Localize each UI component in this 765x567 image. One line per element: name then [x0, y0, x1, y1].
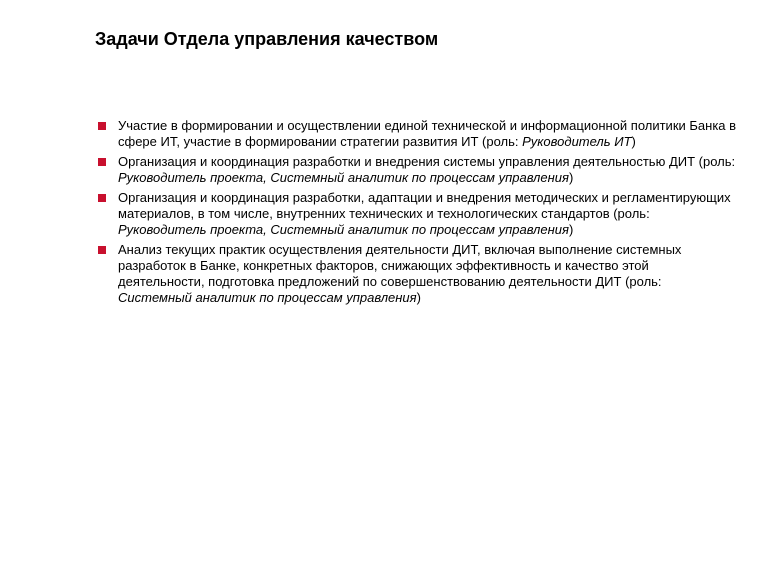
task-tail: ): [568, 170, 574, 185]
list-item: [98, 242, 738, 306]
square-bullet-icon: [98, 122, 106, 130]
task-text: Анализ текущих практик осуществления деятельности ДИТ, включая выполнение системных разработок в Банке, конкретных факторов, снижающих эффективность и качество этой деятельности, подготовка предложений по совершенствованию деятельности ДИТ (роль:: [118, 242, 682, 289]
list-item: [98, 118, 738, 150]
task-role: Системный аналитик по процессам управления: [118, 290, 417, 305]
task-list: [98, 118, 738, 310]
square-bullet-icon: [98, 246, 106, 254]
square-bullet-icon: [98, 194, 106, 202]
task-text: Участие в формировании и осуществлении единой технической и информационной политики Банка в сфере ИТ, участие в формировании стратегии развития ИТ (роль:: [118, 118, 737, 149]
task-role: Руководитель проекта, Системный аналитик по процессам управления: [118, 222, 569, 237]
list-item: [98, 154, 738, 186]
task-text: Организация и координация разработки, адаптации и внедрения методических и регламентирующих материалов, в том числе, внутренних технических и технологических стандартов (роль:: [118, 190, 731, 221]
task-text: Организация и координация разработки и внедрения системы управления деятельностью ДИТ (роль:: [118, 154, 736, 169]
task-tail: ): [416, 290, 421, 305]
task-tail: ): [631, 134, 636, 149]
list-item: [98, 190, 738, 238]
task-role: Руководитель проекта, Системный аналитик по процессам управления: [118, 170, 569, 185]
page-title: Задачи Отдела управления качеством: [95, 29, 439, 49]
square-bullet-icon: [98, 158, 106, 166]
task-role: Руководитель ИТ: [522, 134, 632, 149]
task-tail: ): [568, 222, 574, 237]
